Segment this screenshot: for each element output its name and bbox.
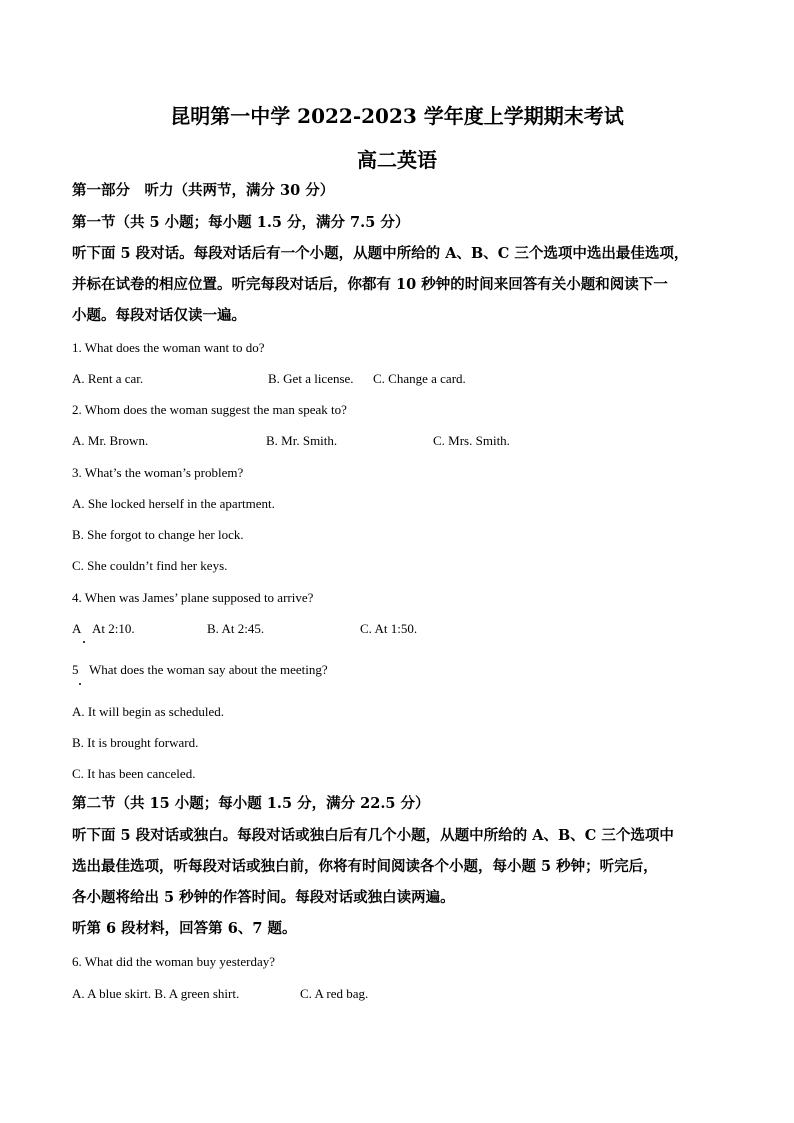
section2-heading: 第二节（共 15 小题；每小题 1.5 分，满分 22.5 分） <box>72 795 430 812</box>
section2-instruction-line: 各小题将给出 5 秒钟的作答时间。每段对话或独白读两遍。 <box>72 889 455 906</box>
question-5-option-b: B. It is brought forward. <box>72 735 199 750</box>
question-2-stem: 2. Whom does the woman suggest the man speak to? <box>72 402 347 417</box>
question-6-options-ab: A. A blue skirt. B. A green shirt. <box>72 986 240 1001</box>
section1-heading: 第一节（共 5 小题；每小题 1.5 分，满分 7.5 分） <box>72 214 410 231</box>
question-5-stem: What does the woman say about the meeting? <box>89 662 328 677</box>
stray-dot <box>79 683 81 685</box>
question-5-number: 5 <box>72 662 79 677</box>
question-5-option-a: A. It will begin as scheduled. <box>72 704 224 719</box>
question-2-option-b: B. Mr. Smith. <box>266 433 338 448</box>
question-1-option-b: B. Get a license. <box>268 371 354 386</box>
question-4-option-a: At 2:10. <box>92 621 135 636</box>
section1-instruction-line: 并标在试卷的相应位置。听完每段对话后，你都有 10 秒钟的时间来回答有关小题和阅读下一 <box>72 276 668 293</box>
question-4-stem: 4. When was James’ plane supposed to arrive? <box>72 590 314 605</box>
question-4-option-c: C. At 1:50. <box>360 621 418 636</box>
question-3-stem: 3. What’s the woman’s problem? <box>72 465 244 480</box>
part1-heading: 第一部分 听力（共两节，满分 30 分） <box>72 182 335 199</box>
question-1-stem: 1. What does the woman want to do? <box>72 340 265 355</box>
question-1-option-c: C. Change a card. <box>373 371 466 386</box>
section1-instruction-line: 听下面 5 段对话。每段对话后有一个小题，从题中所给的 A、B、C 三个选项中选出最佳选项， <box>72 245 689 262</box>
question-3-option-b: B. She forgot to change her lock. <box>72 527 244 542</box>
question-5-option-c: C. It has been canceled. <box>72 766 196 781</box>
stray-dot <box>83 641 85 643</box>
question-3-option-a: A. She locked herself in the apartment. <box>72 496 275 511</box>
question-6-stem: 6. What did the woman buy yesterday? <box>72 954 276 969</box>
exam-subject: 高二英语 <box>357 148 437 172</box>
exam-title: 昆明第一中学 2022-2023 学年度上学期期末考试 <box>170 104 624 128</box>
section2-instruction-line: 选出最佳选项，听每段对话或独白前，你将有时间阅读各个小题，每小题 5 秒钟；听完后， <box>72 858 658 875</box>
question-2-option-a: A. Mr. Brown. <box>72 433 149 448</box>
question-2-option-c: C. Mrs. Smith. <box>433 433 510 448</box>
question-4-option-a-letter: A <box>72 621 82 636</box>
section2-instruction-line: 听下面 5 段对话或独白。每段对话或独白后有几个小题，从题中所给的 A、B、C 三个选项中 <box>72 827 674 844</box>
question-6-option-c: C. A red bag. <box>300 986 369 1001</box>
question-3-option-c: C. She couldn’t find her keys. <box>72 558 228 573</box>
section1-instruction-line: 小题。每段对话仅读一遍。 <box>72 307 246 324</box>
question-4-option-b: B. At 2:45. <box>207 621 265 636</box>
material-6-heading: 听第 6 段材料，回答第 6、7 题。 <box>72 920 297 937</box>
question-1-option-a: A. Rent a car. <box>72 371 144 386</box>
